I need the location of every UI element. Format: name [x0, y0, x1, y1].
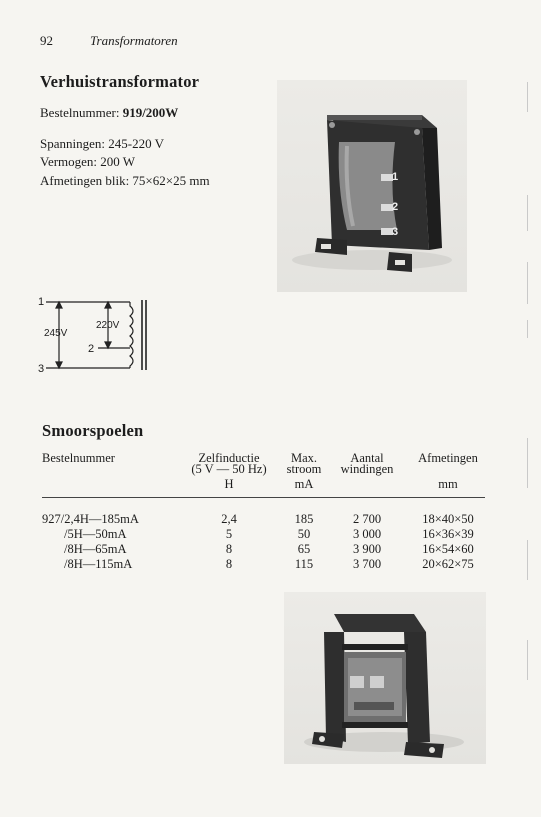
table-cell-order: /8H—65mA: [64, 542, 127, 556]
scan-mark: [527, 82, 528, 112]
voltage-220-label: 220V: [96, 320, 120, 331]
order-number: 919/200W: [122, 105, 179, 120]
col-unit-current: mA: [294, 477, 314, 491]
col-unit-inductance: H: [224, 477, 234, 491]
col-header-order: Bestelnummer: [42, 451, 115, 465]
col-header-windings-sub: windingen: [340, 462, 394, 476]
table-cell-dims: 18×40×50: [422, 512, 474, 526]
order-line: [40, 104, 178, 122]
table-rule: [42, 497, 485, 498]
section-title-smoorspoelen: Smoorspoelen: [42, 421, 144, 440]
table-cell-dims: 16×36×39: [422, 527, 474, 541]
table-cell-current: 185: [294, 512, 314, 526]
transformer-photo: [277, 80, 467, 292]
choke-photo: [284, 592, 486, 764]
terminal-3-label: 3: [38, 363, 45, 375]
table-cell-inductance: 8: [225, 542, 233, 556]
col-header-windings: Aantal: [350, 451, 384, 465]
col-header-dims: Afmetingen: [418, 451, 478, 465]
terminal-2-label: 2: [88, 343, 95, 355]
photo-label-1: 1: [392, 171, 399, 183]
table-cell-order: 927/2,4H—185mA: [42, 512, 139, 526]
scan-mark: [527, 640, 528, 680]
section-title-verhuistransformator: Verhuistransformator: [40, 72, 200, 91]
table-cell-dims: 16×54×60: [422, 542, 474, 556]
running-title: Transformatoren: [90, 33, 178, 48]
order-label: Bestelnummer:: [40, 105, 120, 120]
scan-mark: [527, 262, 528, 304]
scan-mark: [527, 540, 528, 580]
terminal-1-label: 1: [38, 296, 45, 308]
page-number: 92: [40, 33, 53, 48]
col-unit-dims: mm: [438, 477, 458, 491]
table-cell-current: 50: [297, 527, 311, 541]
table-cell-inductance: 5: [225, 527, 233, 541]
table-cell-current: 115: [294, 557, 314, 571]
table-cell-windings: 3 900: [352, 542, 382, 556]
table-cell-order: /5H—50mA: [64, 527, 127, 541]
col-header-current-sub: stroom: [286, 462, 322, 476]
table-cell-windings: 3 700: [352, 557, 382, 571]
voltage-245-label: 245V: [44, 328, 68, 339]
col-header-inductance-sub: (5 V — 50 Hz): [191, 462, 267, 476]
table-cell-order: /8H—115mA: [64, 557, 133, 571]
choke-illustration: [284, 592, 486, 764]
table-cell-inductance: 2,4: [221, 512, 237, 526]
autotransformer-schematic: [30, 290, 160, 380]
table-cell-windings: 3 000: [352, 527, 382, 541]
scan-mark: [527, 438, 528, 488]
photo-label-3: 3: [392, 226, 399, 238]
scan-mark: [527, 320, 528, 338]
transformer-illustration: [277, 80, 467, 292]
dimensions-text: Afmetingen blik: 75×62×25 mm: [40, 173, 210, 188]
col-header-current: Max.: [290, 451, 318, 465]
col-header-inductance: Zelfinductie: [198, 451, 260, 465]
scan-mark: [527, 195, 528, 231]
table-cell-inductance: 8: [225, 557, 233, 571]
voltages-text: Spanningen: 245-220 V: [40, 136, 164, 151]
table-cell-windings: 2 700: [352, 512, 382, 526]
photo-label-2: 2: [392, 201, 399, 213]
table-cell-current: 65: [297, 542, 311, 556]
table-cell-dims: 20×62×75: [422, 557, 474, 571]
power-text: Vermogen: 200 W: [40, 154, 136, 169]
